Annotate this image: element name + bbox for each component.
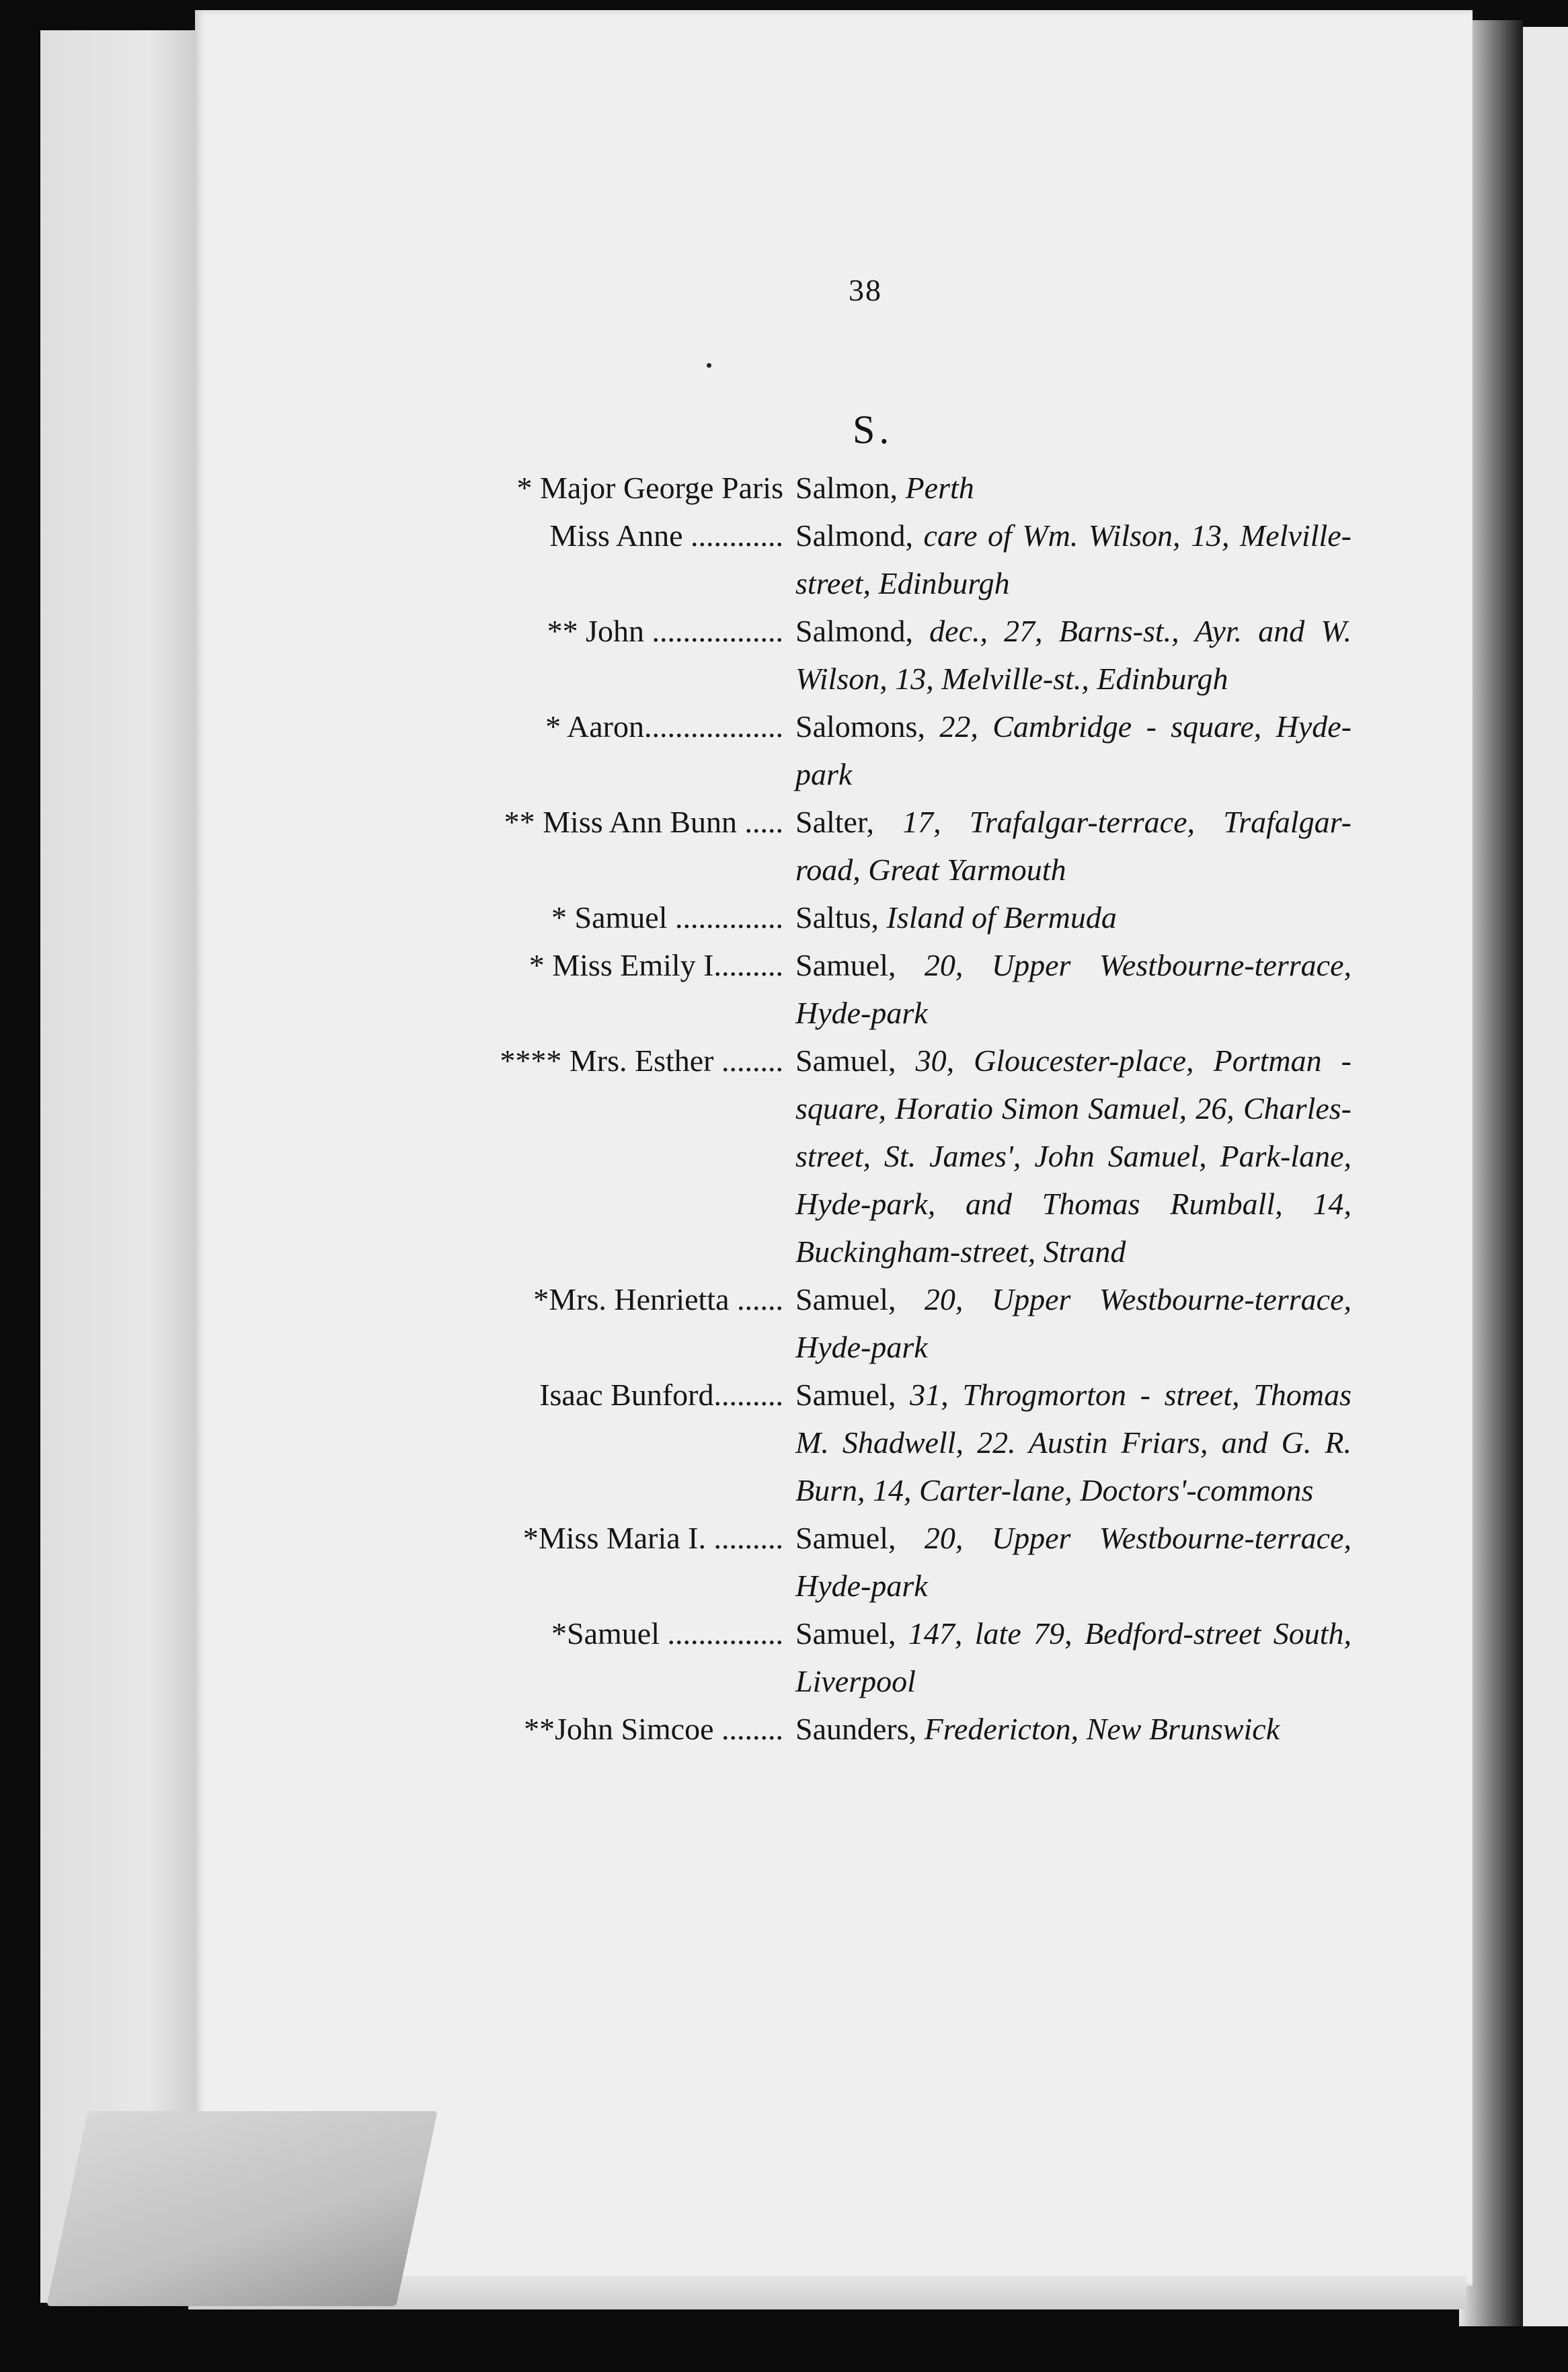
given-names: * Samuel .............. (551, 900, 783, 935)
page-number: 38 (849, 273, 882, 307)
given-names: * Aaron.................. (545, 709, 783, 744)
given-names: * Major George Paris (516, 471, 783, 505)
list-item (397, 464, 1351, 512)
address: dec., 27, Barns-st., Ayr. and W. Wilson, 13, Melville-st., Edinburgh (795, 614, 1351, 696)
section-heading: S. (853, 407, 894, 452)
address: 147, late 79, Bedford-street South, Liverpool (795, 1616, 1351, 1698)
list-item (397, 798, 1351, 894)
list-item (397, 1275, 1351, 1371)
list-item (397, 894, 1351, 941)
list-item (397, 1514, 1351, 1610)
facing-page-edge (40, 30, 195, 2303)
page-corner-fold (46, 2111, 438, 2306)
surname: Saltus, (795, 900, 879, 935)
list-item (397, 607, 1351, 703)
given-names: ** Miss Ann Bunn ..... (504, 805, 783, 839)
address: 20, Upper Westbourne-terrace, Hyde-park (795, 1282, 1351, 1364)
surname: Salter, (795, 805, 874, 839)
address: care of Wm. Wilson, 13, Melville-street, Edinburgh (795, 518, 1352, 600)
surname: Samuel, (795, 1521, 896, 1555)
list-item (397, 1371, 1351, 1514)
next-page-edge (1523, 27, 1568, 2326)
surname: Samuel, (795, 948, 896, 982)
given-names: **John Simcoe ........ (524, 1712, 783, 1746)
surname: Saunders, (795, 1712, 917, 1746)
address: Perth (905, 471, 974, 505)
list-item (397, 1610, 1351, 1705)
address: Fredericton, New Brunswick (924, 1712, 1280, 1746)
list-item (397, 703, 1351, 798)
list-item (397, 1705, 1351, 1753)
given-names: ** John ................. (547, 614, 783, 648)
given-names: *Samuel ............... (551, 1616, 783, 1651)
address: 20, Upper Westbourne-terrace, Hyde-park (795, 948, 1351, 1030)
surname: Samuel, (795, 1378, 896, 1412)
surname: Salmond, (795, 614, 914, 648)
directory-entries (397, 464, 1351, 1753)
surname: Salmond, (795, 518, 914, 553)
surname: Samuel, (795, 1616, 896, 1651)
address: 20, Upper Westbourne-terrace, Hyde-park (795, 1521, 1351, 1603)
surname: Salomons, (795, 709, 925, 744)
surname: Salmon, (795, 471, 898, 505)
address: 30, Gloucester-place, Portman - square, Horatio Simon Samuel, 26, Charles-street, St. James', John Samuel, Park-lane, Hyde-park, and Thomas Rumball, 14, Buckingham-street, Strand (795, 1043, 1351, 1269)
address: 17, Trafalgar-terrace, Trafalgar-road, Great Yarmouth (795, 805, 1352, 887)
given-names: Miss Anne ............ (549, 518, 783, 553)
given-names: Isaac Bunford......... (539, 1378, 783, 1412)
address: 22, Cambridge - square, Hyde-park (795, 709, 1352, 791)
surname: Samuel, (795, 1043, 896, 1078)
given-names: * Miss Emily I......... (528, 948, 783, 982)
given-names: *Miss Maria I. ......... (522, 1521, 783, 1555)
ink-speck (707, 363, 711, 368)
given-names: *Mrs. Henrietta ...... (533, 1282, 783, 1316)
given-names: **** Mrs. Esther ........ (500, 1043, 783, 1078)
address: Island of Bermuda (886, 900, 1117, 935)
list-item (397, 512, 1351, 607)
surname: Samuel, (795, 1282, 896, 1316)
list-item (397, 1037, 1351, 1275)
address: 31, Throgmorton - street, Thomas M. Shadwell, 22. Austin Friars, and G. R. Burn, 14, Carter-lane, Doctors'-commons (795, 1378, 1351, 1507)
list-item (397, 941, 1351, 1037)
